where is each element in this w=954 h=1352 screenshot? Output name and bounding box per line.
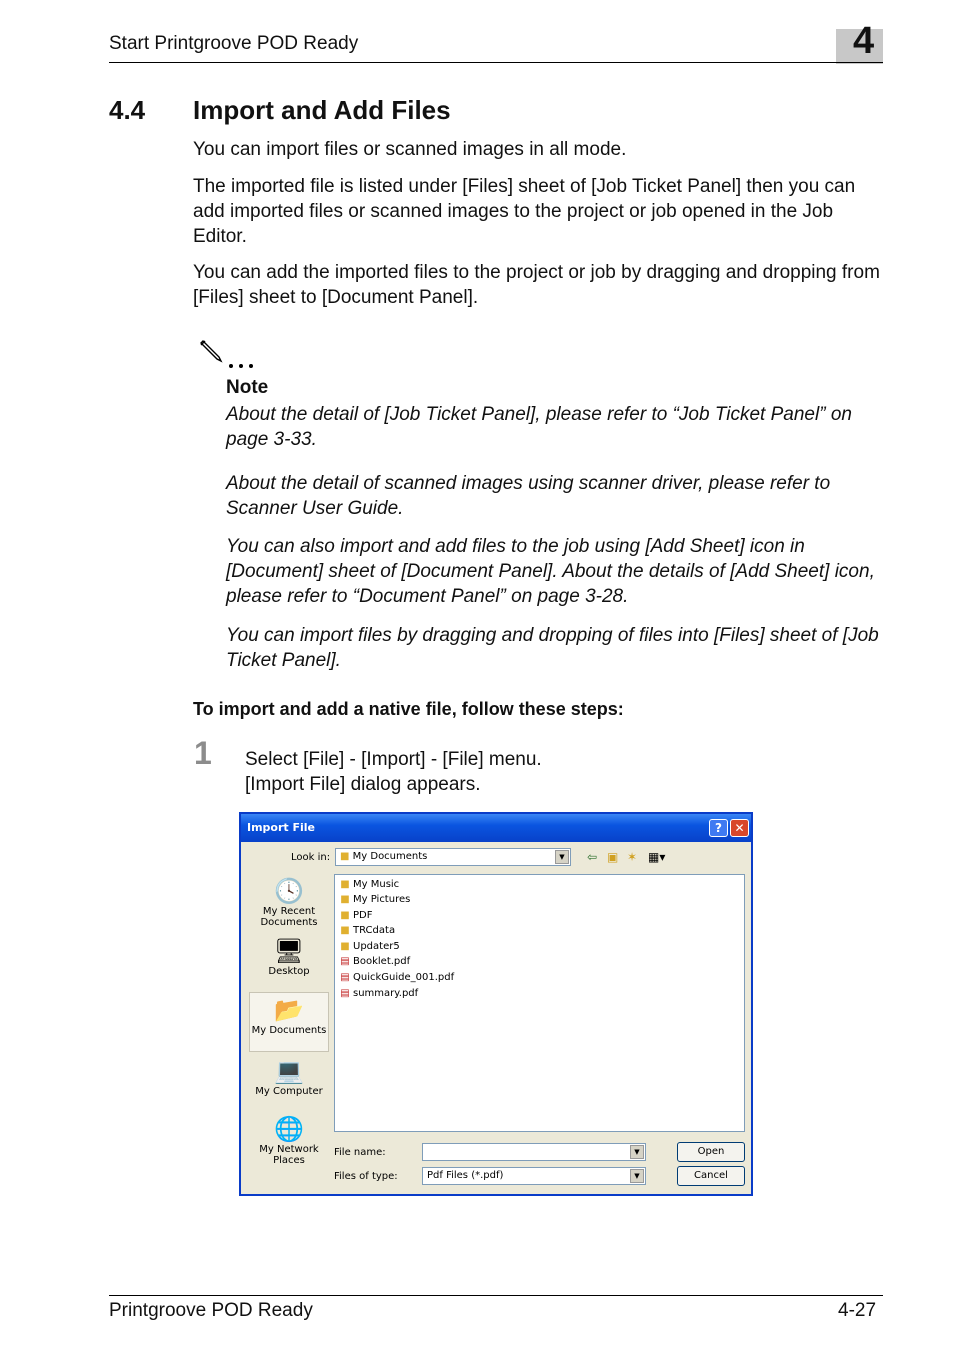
chevron-down-icon[interactable]: ▼ (630, 1169, 644, 1183)
place-label: Desktop (268, 966, 310, 977)
list-item[interactable]: ■ My Music (338, 877, 399, 892)
section-title: Import and Add Files (193, 95, 451, 125)
desktop-icon: 🖥 (273, 937, 305, 965)
step-number: 1 (194, 735, 212, 771)
open-button[interactable]: Open (677, 1142, 745, 1162)
recent-documents-icon: 🕓 (274, 877, 304, 905)
chevron-down-icon[interactable]: ▼ (555, 850, 569, 864)
list-item[interactable]: ▤ Booklet.pdf (338, 954, 410, 969)
pdf-file-icon: ▤ (340, 972, 350, 983)
note-item: About the detail of scanned images using scanner driver, please refer to Scanner User Guide. (226, 473, 831, 519)
folder-icon: ■ (340, 910, 350, 921)
footer-title: Printgroove POD Ready (109, 1300, 313, 1321)
body-paragraph: You can add the imported files to the project or job by dragging and dropping from [Files] sheet to [Document Panel]. (193, 262, 880, 308)
list-item[interactable]: ▤ QuickGuide_001.pdf (338, 970, 454, 985)
place-desktop[interactable] (249, 938, 329, 977)
step-text (245, 747, 542, 797)
list-item[interactable]: ▤ summary.pdf (338, 986, 418, 1001)
network-places-icon: 🌐 (274, 1115, 304, 1143)
chapter-number: 4 (853, 20, 875, 62)
step-result: [Import File] dialog appears. (245, 774, 481, 795)
cancel-button[interactable]: Cancel (677, 1166, 745, 1186)
look-in-dropdown[interactable] (335, 848, 571, 866)
pdf-file-icon: ▤ (340, 956, 350, 967)
page-number: 4-27 (838, 1300, 877, 1321)
dialog-title: Import File (247, 821, 316, 834)
place-label: My Network Places (259, 1144, 319, 1166)
dialog-titlebar[interactable] (241, 814, 751, 842)
pencil-note-icon (197, 339, 259, 369)
look-in-label: Look in: (291, 852, 331, 863)
special-folder-icon: ■ (340, 894, 350, 905)
place-label: My Recent Documents (260, 906, 318, 928)
file-name-input[interactable] (422, 1143, 646, 1161)
file-list[interactable] (334, 874, 745, 1132)
close-button[interactable]: ✕ (730, 819, 749, 837)
note-label: Note (226, 377, 269, 398)
list-item[interactable]: ■ TRCdata (338, 923, 395, 938)
footer-divider (109, 1295, 883, 1296)
folder-icon: ■ (340, 941, 350, 952)
list-item[interactable]: ■ My Pictures (338, 892, 410, 907)
section-heading (109, 95, 451, 126)
list-item[interactable]: ■ PDF (338, 908, 372, 923)
view-menu-icon[interactable]: ▦▾ (648, 850, 666, 864)
back-icon[interactable]: ⇦ (587, 850, 598, 864)
place-recent[interactable] (249, 878, 329, 928)
help-button[interactable]: ? (709, 819, 728, 837)
file-type-label: Files of type: (334, 1171, 398, 1182)
special-folder-icon: ■ (340, 879, 350, 890)
list-item[interactable]: ■ Updater5 (338, 939, 400, 954)
place-network[interactable] (249, 1116, 329, 1166)
new-folder-icon[interactable]: ✶ (627, 850, 638, 864)
body-paragraph: The imported file is listed under [Files] sheet of [Job Ticket Panel] then you can add imported files or scanned images to the project or job opened in the Job Editor. (193, 176, 856, 247)
header-divider (109, 62, 883, 63)
section-number: 4.4 (109, 95, 146, 125)
running-header: Start Printgroove POD Ready (109, 33, 359, 54)
folder-icon: ■ (340, 925, 350, 936)
place-label: My Computer (255, 1086, 323, 1097)
place-label: My Documents (251, 1025, 327, 1036)
place-my-computer[interactable] (249, 1058, 329, 1097)
note-item: You can import files by dragging and dropping of files into [Files] sheet of [Job Ticket Panel]. (226, 625, 879, 671)
file-type-dropdown[interactable]: Pdf Files (*.pdf) ▼ (422, 1167, 646, 1185)
chevron-down-icon[interactable]: ▼ (630, 1145, 644, 1159)
my-computer-icon: 💻 (274, 1057, 304, 1085)
folder-icon: ■ (340, 851, 350, 862)
my-documents-icon: 📂 (274, 996, 304, 1024)
intro-paragraph: You can import files or scanned images in all mode. (193, 139, 627, 160)
pdf-file-icon: ▤ (340, 988, 350, 999)
import-file-dialog (239, 812, 753, 1196)
look-in-value: My Documents (352, 851, 428, 862)
up-folder-icon[interactable]: ▣ (607, 850, 619, 864)
note-item: You can also import and add files to the job using [Add Sheet] icon in [Document] sheet of [Document Panel]. About the details of [Add Sheet] icon, please refer to “Document Panel” on page 3-28. (226, 536, 875, 607)
steps-heading: To import and add a native file, follow these steps: (193, 699, 624, 719)
step-instruction: Select [File] - [Import] - [File] menu. (245, 749, 542, 770)
note-item: About the detail of [Job Ticket Panel], please refer to “Job Ticket Panel” on page 3-33. (226, 404, 852, 450)
file-name-label: File name: (334, 1147, 386, 1158)
place-my-documents[interactable] (249, 992, 329, 1052)
